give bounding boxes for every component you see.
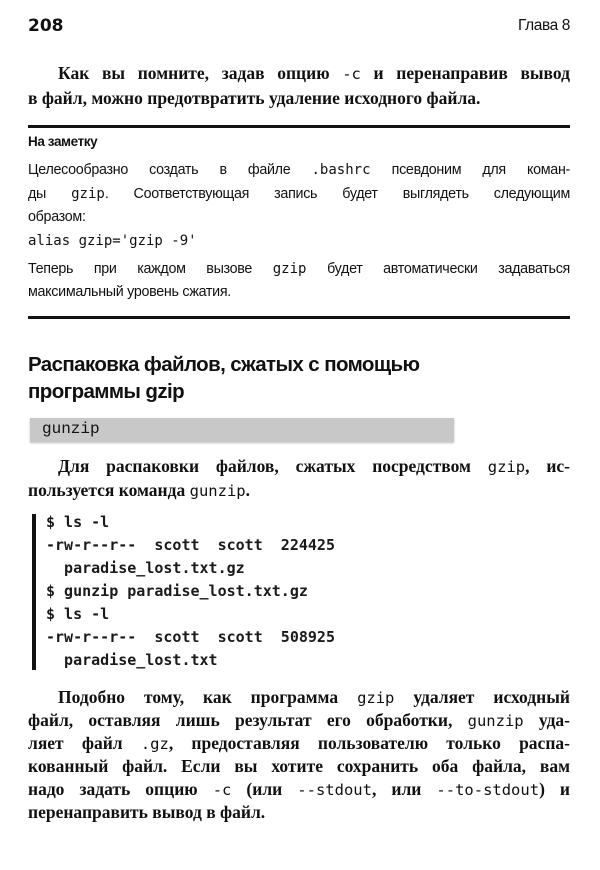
inline-code: .bashrc (311, 162, 371, 178)
terminal-line: -rw-r--r-- scott scott 508925 (46, 628, 335, 646)
text-run: будет автоматически задаваться (306, 261, 570, 277)
text-run: Подобно тому, как программа (58, 687, 358, 707)
text-run: , предоставляя пользователю только распа- (168, 733, 570, 753)
text-run: пользуется команда (28, 480, 190, 500)
note-line (28, 284, 231, 300)
inline-code: --to-stdout (436, 781, 540, 799)
terminal-line: $ ls -l (46, 605, 110, 623)
syntax-command: gunzip (42, 420, 100, 438)
note-line (28, 261, 570, 277)
para1-line (58, 456, 570, 477)
para2-line (28, 802, 265, 823)
page-number: 208 (28, 16, 64, 36)
text-run: ды (28, 186, 72, 202)
note-title: На заметку (28, 134, 98, 149)
para2-line (58, 687, 570, 708)
inline-code: gzip (357, 689, 395, 707)
syntax-box (30, 418, 454, 442)
terminal-line: paradise_lost.txt.gz (46, 559, 245, 577)
inline-code: -c (342, 65, 361, 83)
text-run: Для распаковки файлов, сжатых посредством (58, 456, 488, 476)
text-run: в файл, можно предотвратить удаление исходного файла. (28, 88, 481, 108)
terminal-line: $ ls -l (46, 513, 110, 531)
text-run: , ис- (525, 456, 570, 476)
text-run: ляет файл (28, 733, 141, 753)
note-line (28, 233, 197, 249)
para1-line (28, 480, 250, 501)
terminal-line: $ gunzip paradise_lost.txt.gz (46, 582, 308, 600)
note-line (28, 186, 570, 202)
text-run: образом: (28, 209, 86, 225)
text-run: Целесообразно создать в файле (28, 162, 312, 178)
para2-line (28, 710, 570, 731)
para2-line (28, 733, 570, 754)
text-run: перенаправить вывод в файл. (28, 802, 266, 822)
inline-code: gunzip (467, 712, 524, 730)
text-run: файл, оставляя лишь результат его обработки, (28, 710, 468, 730)
text-run: и перенаправив вывод (360, 63, 570, 83)
inline-code: alias gzip='gzip -9' (28, 233, 197, 249)
inline-code: gzip (487, 458, 526, 476)
inline-code: --stdout (297, 781, 372, 799)
inline-code: .gz (140, 735, 169, 753)
text-run: ) и (539, 779, 571, 799)
section-heading-line-1: Распаковка файлов, сжатых с помощью (28, 353, 420, 376)
note-line (28, 209, 86, 225)
text-run: Как вы помните, задав опцию (58, 63, 343, 83)
terminal-line: -rw-r--r-- scott scott 224425 (46, 536, 335, 554)
text-run: уда- (523, 710, 571, 730)
text-run: удаляет исходный (394, 687, 570, 707)
note-top-rule (28, 125, 570, 128)
text-run: (или (231, 779, 298, 799)
para2-line (28, 779, 570, 800)
text-run: надо задать опцию (28, 779, 213, 799)
para2-line (28, 756, 570, 777)
inline-code: gunzip (189, 482, 246, 500)
text-run: . (245, 480, 250, 500)
text-run: . Соответствующая запись будет выглядеть следующим (104, 186, 570, 202)
text-run: , или (371, 779, 437, 799)
note-bottom-rule (28, 316, 570, 319)
code-block-bar (32, 514, 36, 670)
text-run: максимальный уровень сжатия. (28, 284, 231, 300)
text-run: кованный файл. Если вы хотите сохранить оба файла, вам (28, 756, 570, 776)
chapter-label: Глава 8 (518, 17, 570, 34)
intro-line (28, 88, 480, 109)
intro-line (58, 63, 570, 84)
text-run: псевдоним для коман- (370, 162, 570, 178)
section-heading-line-2: программы gzip (28, 380, 185, 403)
terminal-line: paradise_lost.txt (46, 651, 218, 669)
inline-code: gzip (272, 261, 307, 277)
inline-code: -c (212, 781, 232, 799)
note-line (28, 162, 570, 178)
text-run: Теперь при каждом вызове (28, 261, 273, 277)
inline-code: gzip (71, 186, 105, 202)
